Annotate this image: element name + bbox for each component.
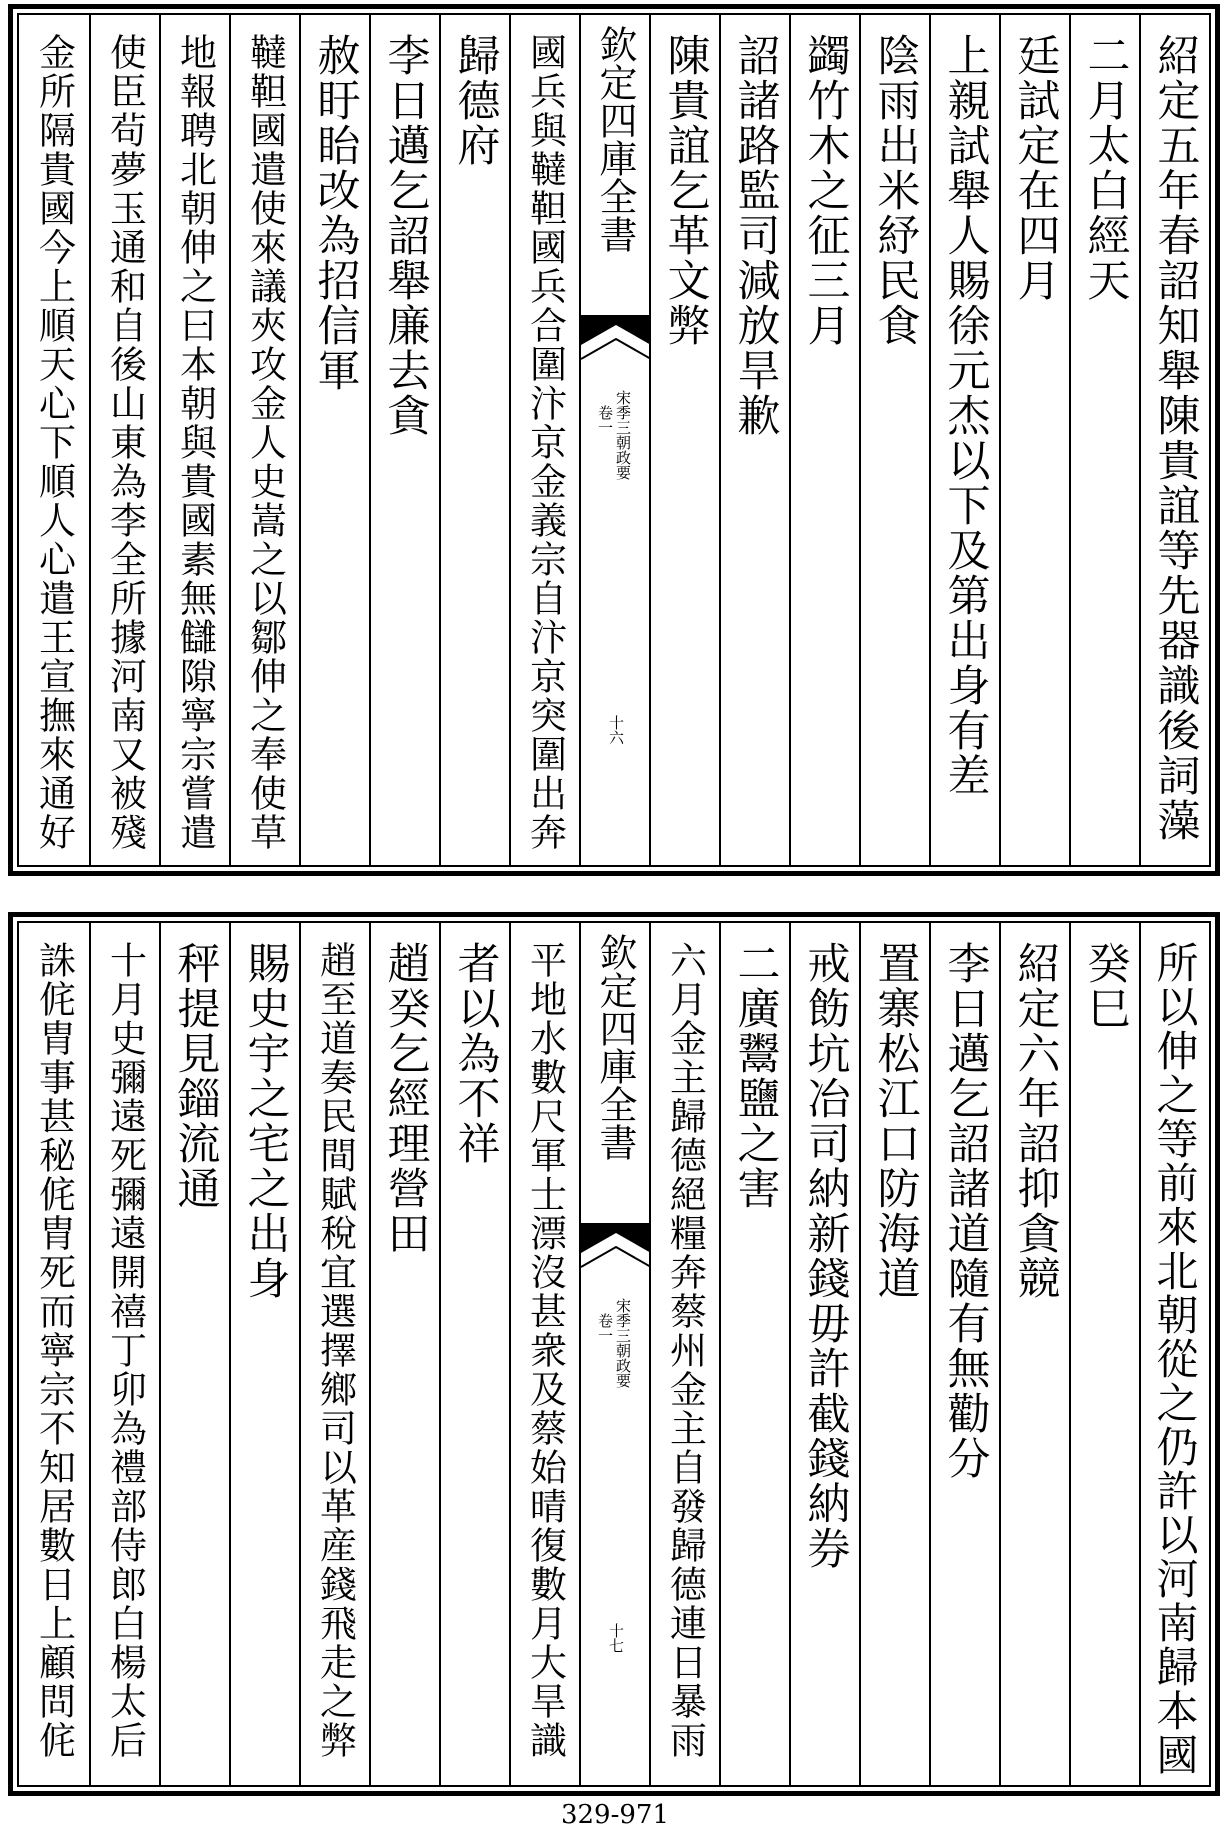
text-column xyxy=(299,15,369,865)
text-column xyxy=(369,923,439,1785)
text-column xyxy=(229,15,299,865)
top-page-columns xyxy=(19,15,1209,865)
column-text: 蠲竹木之征三月 xyxy=(800,33,851,348)
column-text: 所以伸之等前來北朝從之仍許以河南歸本國 xyxy=(1150,941,1200,1777)
text-column xyxy=(1069,15,1139,865)
column-text: 戒飭坑冶司納新錢毋許截錢納券 xyxy=(800,941,851,1571)
page-reference-number: 329-971 xyxy=(560,1800,670,1830)
column-text: 秤提見錙流通 xyxy=(170,941,221,1211)
column-text: 六月金主歸德絕糧奔蔡州金主自發歸德連日暴雨 xyxy=(663,941,707,1760)
column-text: 李日邁乞詔舉廉去貪 xyxy=(380,33,431,438)
top-page-panel xyxy=(8,4,1220,876)
text-column xyxy=(859,15,929,865)
text-column xyxy=(89,923,159,1785)
column-text: 歸德府 xyxy=(450,33,501,168)
banner-page-number: 十六 xyxy=(607,715,625,745)
text-column xyxy=(929,15,999,865)
column-text: 癸巳 xyxy=(1080,941,1131,1031)
text-column xyxy=(439,15,509,865)
column-text: 趙至道奏民間賦稅宜選擇鄉司以革産錢飛走之弊 xyxy=(313,941,357,1760)
column-text: 上親試舉人賜徐元杰以下及第出身有差 xyxy=(940,33,991,798)
column-text: 紹定五年春詔知舉陳貴誼等先器識後詞藻 xyxy=(1150,33,1201,843)
banner-volume: 卷一 xyxy=(596,405,614,435)
column-text: 者以為不祥 xyxy=(450,941,501,1166)
column-text: 置寨松江口防海道 xyxy=(870,941,921,1301)
text-column xyxy=(719,923,789,1785)
text-column xyxy=(1139,923,1209,1785)
column-text: 國兵與韃靼國兵合圍汴京金義宗自汴京突圍出奔 xyxy=(523,33,567,852)
column-text: 使臣茍夢玉通和自後山東為李全所據河南又被殘 xyxy=(103,33,147,852)
column-text: 二廣鬻鹽之害 xyxy=(730,941,781,1211)
bottom-page-inner-frame xyxy=(17,921,1211,1787)
column-text: 陳貴誼乞革文弊 xyxy=(660,33,711,348)
column-text: 平地水數尺軍士漂沒甚衆及蔡始晴復數月大旱識 xyxy=(523,941,567,1760)
bottom-page-panel xyxy=(8,912,1220,1796)
text-column xyxy=(719,15,789,865)
text-column xyxy=(649,923,719,1785)
text-column xyxy=(439,923,509,1785)
banner-page-number: 十七 xyxy=(607,1623,625,1653)
banner-book-title: 宋季三朝政要 xyxy=(614,1298,632,1388)
column-text: 韃靼國遣使來議夾攻金人史嵩之以鄒伸之奉使草 xyxy=(243,33,287,852)
banner-title: 欽定四庫全書 xyxy=(593,933,637,1161)
text-column xyxy=(299,923,369,1785)
column-text: 紹定六年詔抑貪競 xyxy=(1010,941,1061,1301)
column-text: 二月太白經天 xyxy=(1080,33,1131,303)
text-column xyxy=(229,923,299,1785)
column-text: 詔諸路監司減放旱歉 xyxy=(730,33,781,438)
text-column xyxy=(789,15,859,865)
text-column xyxy=(859,923,929,1785)
text-column xyxy=(789,923,859,1785)
column-text: 地報聘北朝伸之曰本朝與貴國素無讎隙寧宗嘗遣 xyxy=(173,33,217,852)
banner-volume: 卷一 xyxy=(596,1313,614,1343)
column-text: 陰雨出米紓民食 xyxy=(870,33,921,348)
text-column xyxy=(999,15,1069,865)
column-text: 金所隔貴國今上順天心下順人心遣王宣撫來通好 xyxy=(32,33,76,852)
text-column xyxy=(509,923,579,1785)
text-column xyxy=(369,15,439,865)
text-column xyxy=(999,923,1069,1785)
text-column xyxy=(19,15,89,865)
banner-book-title: 宋季三朝政要 xyxy=(614,390,632,480)
fishtail-ornament xyxy=(581,315,649,375)
column-text: 誅侂胄事甚秘侂胄死而寧宗不知居數日上顧問侂 xyxy=(32,941,76,1760)
text-column xyxy=(509,15,579,865)
bottom-page-columns xyxy=(19,923,1209,1785)
text-column xyxy=(1069,923,1139,1785)
column-text: 赦盱眙改為招信軍 xyxy=(310,33,361,393)
column-text: 李日邁乞詔諸道隨有無勸分 xyxy=(940,941,991,1481)
text-column xyxy=(649,15,719,865)
top-page-inner-frame xyxy=(17,13,1211,867)
fishtail-ornament xyxy=(581,1223,649,1283)
column-text: 賜史宇之宅之出身 xyxy=(240,941,291,1301)
column-text: 廷試定在四月 xyxy=(1010,33,1061,303)
column-text: 趙癸乞經理營田 xyxy=(380,941,431,1256)
text-column xyxy=(159,923,229,1785)
text-column xyxy=(89,15,159,865)
banner-title: 欽定四庫全書 xyxy=(593,25,637,253)
text-column xyxy=(19,923,89,1785)
banner-column xyxy=(579,923,649,1785)
text-column xyxy=(159,15,229,865)
text-column xyxy=(929,923,999,1785)
banner-column xyxy=(579,15,649,865)
text-column xyxy=(1139,15,1209,865)
column-text: 十月史彌遠死彌遠開禧丁卯為禮部侍郎白楊太后 xyxy=(103,941,147,1760)
